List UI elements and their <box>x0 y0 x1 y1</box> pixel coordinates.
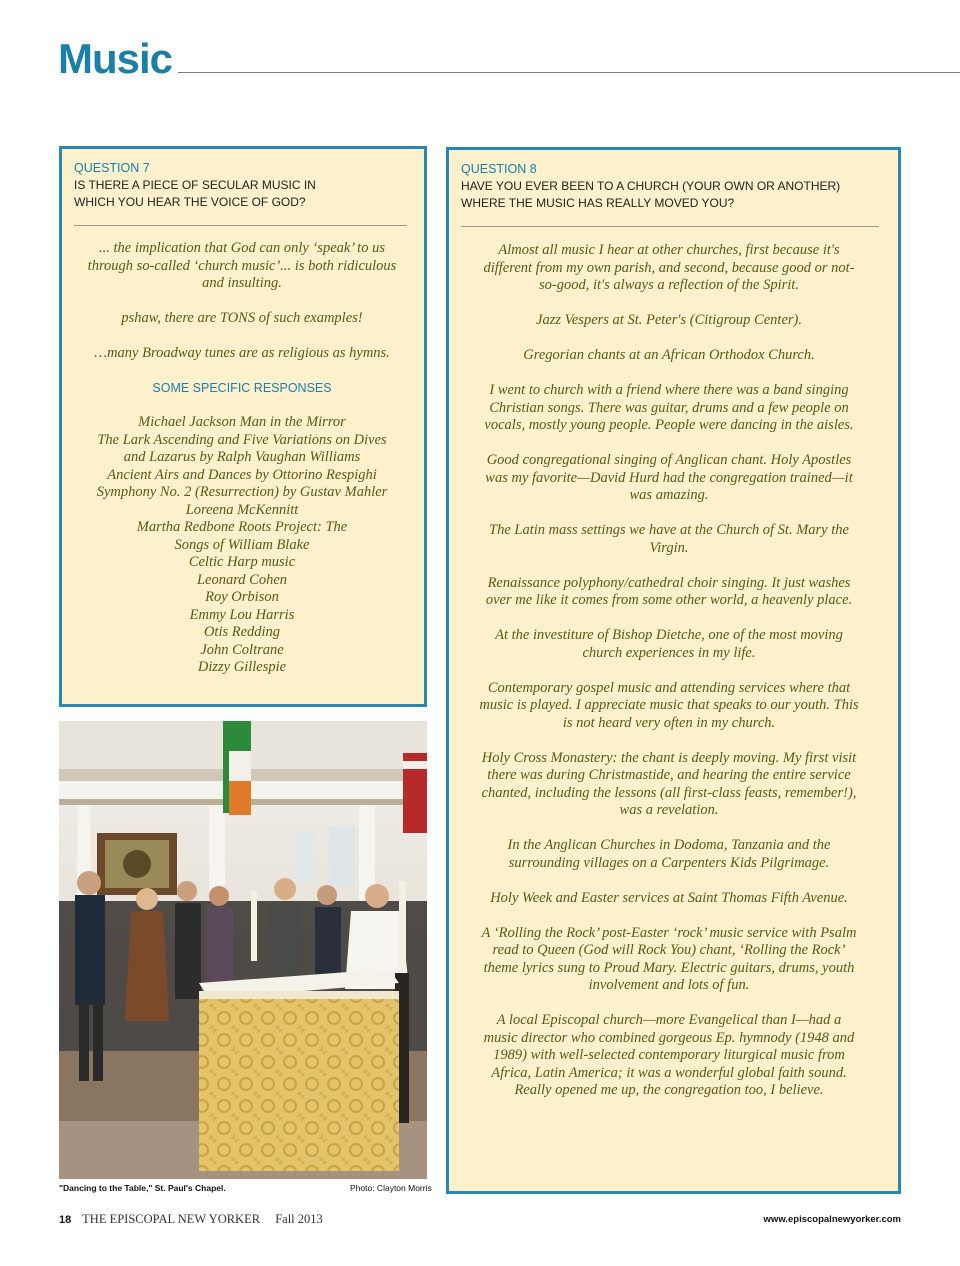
website-link[interactable]: www.episcopalnewyorker.com <box>763 1214 901 1225</box>
response: Contemporary gospel music and attending services where that music is played. I appreciate music that speaks to our youth. This is not heard very often in my church. <box>479 679 859 731</box>
list-item: Leonard Cohen <box>196 571 288 588</box>
response: A local Episcopal church—more Evangelical than I—had a music director who combined gorgeous Ep. hymnody (1948 and 1989) with well-selected contemporary liturgical music from Africa, Latin America; it was a wonderful global faith sound. Really opened me up, the congregation too, I believe. <box>483 1012 855 1098</box>
section-title: Music <box>58 35 173 82</box>
response: …many Broadway tunes are as religious as hymns. <box>94 345 390 361</box>
list-item: John Coltrane <box>200 641 284 658</box>
list-item: The Lark Ascending and Five Variations on Dives and Lazarus by Ralph Vaughan Williams <box>97 431 387 465</box>
list-item: Celtic Harp music <box>188 554 296 570</box>
response: Good congregational singing of Anglican chant. Holy Apostles was my favorite—David Hurd had the congregation trained—it was amazing. <box>485 452 853 503</box>
list-item: Otis Redding <box>203 624 281 640</box>
list-item: Roy Orbison <box>205 589 279 605</box>
response: Almost all music I hear at other churches, first because it's different from my own parish, and second, because good or not-so-good, it's always a reflection of the Spirit. <box>483 242 855 293</box>
question-7-rule <box>74 225 407 226</box>
response: Holy Week and Easter services at Saint Thomas Fifth Avenue. <box>490 889 848 906</box>
question-7-text: IS THERE A PIECE OF SECULAR MUSIC IN WHICH YOU HEAR THE VOICE OF GOD? <box>74 178 316 209</box>
response: ... the implication that God can only ‘speak’ to us through so-called ‘church music’... is both ridiculous and insulting. <box>87 240 397 291</box>
response: At the investiture of Bishop Dietche, one of the most moving church experiences in my life. <box>495 627 843 661</box>
response: Holy Cross Monastery: the chant is deeply moving. My first visit there was during Christmastide, and hearing the entire service chanted, including the lessons (all first-class feasts, remember!), was a revelation. <box>481 749 857 818</box>
issue-date: Fall 2013 <box>275 1212 323 1226</box>
page-number: 18 <box>59 1214 72 1226</box>
publication-name: THE EPISCOPAL NEW YORKER <box>82 1212 261 1226</box>
list-item: Dizzy Gillespie <box>197 659 287 675</box>
question-7-responses <box>82 240 402 677</box>
question-8-text: HAVE YOU EVER BEEN TO A CHURCH (YOUR OWN OR ANOTHER) WHERE THE MUSIC HAS REALLY MOVED YOU? <box>461 179 841 210</box>
question-7-box <box>59 146 427 707</box>
title-rule <box>178 72 960 73</box>
response: A ‘Rolling the Rock’ post-Easter ‘rock’ music service with Psalm read to Queen (God will Rock You) chant, ‘Rolling the Rock’ theme lyrics sung to Proud Mary. Electric guitars, drums, youth involvement and lots of fun. <box>481 924 857 993</box>
response: Gregorian chants at an African Orthodox Church. <box>523 347 815 363</box>
list-item: Emmy Lou Harris <box>189 606 295 623</box>
page-footer <box>59 1212 901 1228</box>
response: The Latin mass settings we have at the Church of St. Mary the Virgin. <box>489 522 849 556</box>
chapel-photo <box>59 721 427 1179</box>
question-8-number: QUESTION 8 <box>461 162 537 176</box>
photo-caption: "Dancing to the Table," St. Paul's Chapel. <box>59 1183 226 1193</box>
question-8-box <box>446 147 901 1194</box>
response: Renaissance polyphony/cathedral choir singing. It just washes over me like it comes from some other world, a heavenly place. <box>485 574 853 608</box>
list-item: Martha Redbone Roots Project: The Songs of William Blake <box>136 519 348 553</box>
response: In the Anglican Churches in Dodoma, Tanzania and the surrounding villages on a Carpenters Kids Pilgrimage. <box>507 837 831 871</box>
question-7-number: QUESTION 7 <box>74 161 150 175</box>
specific-responses-heading: SOME SPECIFIC RESPONSES <box>152 381 332 395</box>
list-item: Michael Jackson Man in the Mirror <box>138 414 346 430</box>
question-8-rule <box>461 226 879 227</box>
photo-credit: Photo: Clayton Morris <box>350 1183 432 1193</box>
question-8-responses <box>479 242 859 1117</box>
response: pshaw, there are TONS of such examples! <box>121 310 363 326</box>
list-item: Loreena McKennitt <box>185 501 299 518</box>
list-item: Symphony No. 2 (Resurrection) by Gustav Mahler <box>96 484 388 500</box>
response: I went to church with a friend where there was a band singing Christian songs. There was guitar, drums and a few people on vocals, mostly young people. People were dancing in the aisles. <box>484 382 854 433</box>
list-item: Ancient Airs and Dances by Ottorino Respighi <box>107 466 377 483</box>
response: Jazz Vespers at St. Peter's (Citigroup Center). <box>536 312 802 328</box>
specific-responses-list <box>82 414 402 677</box>
